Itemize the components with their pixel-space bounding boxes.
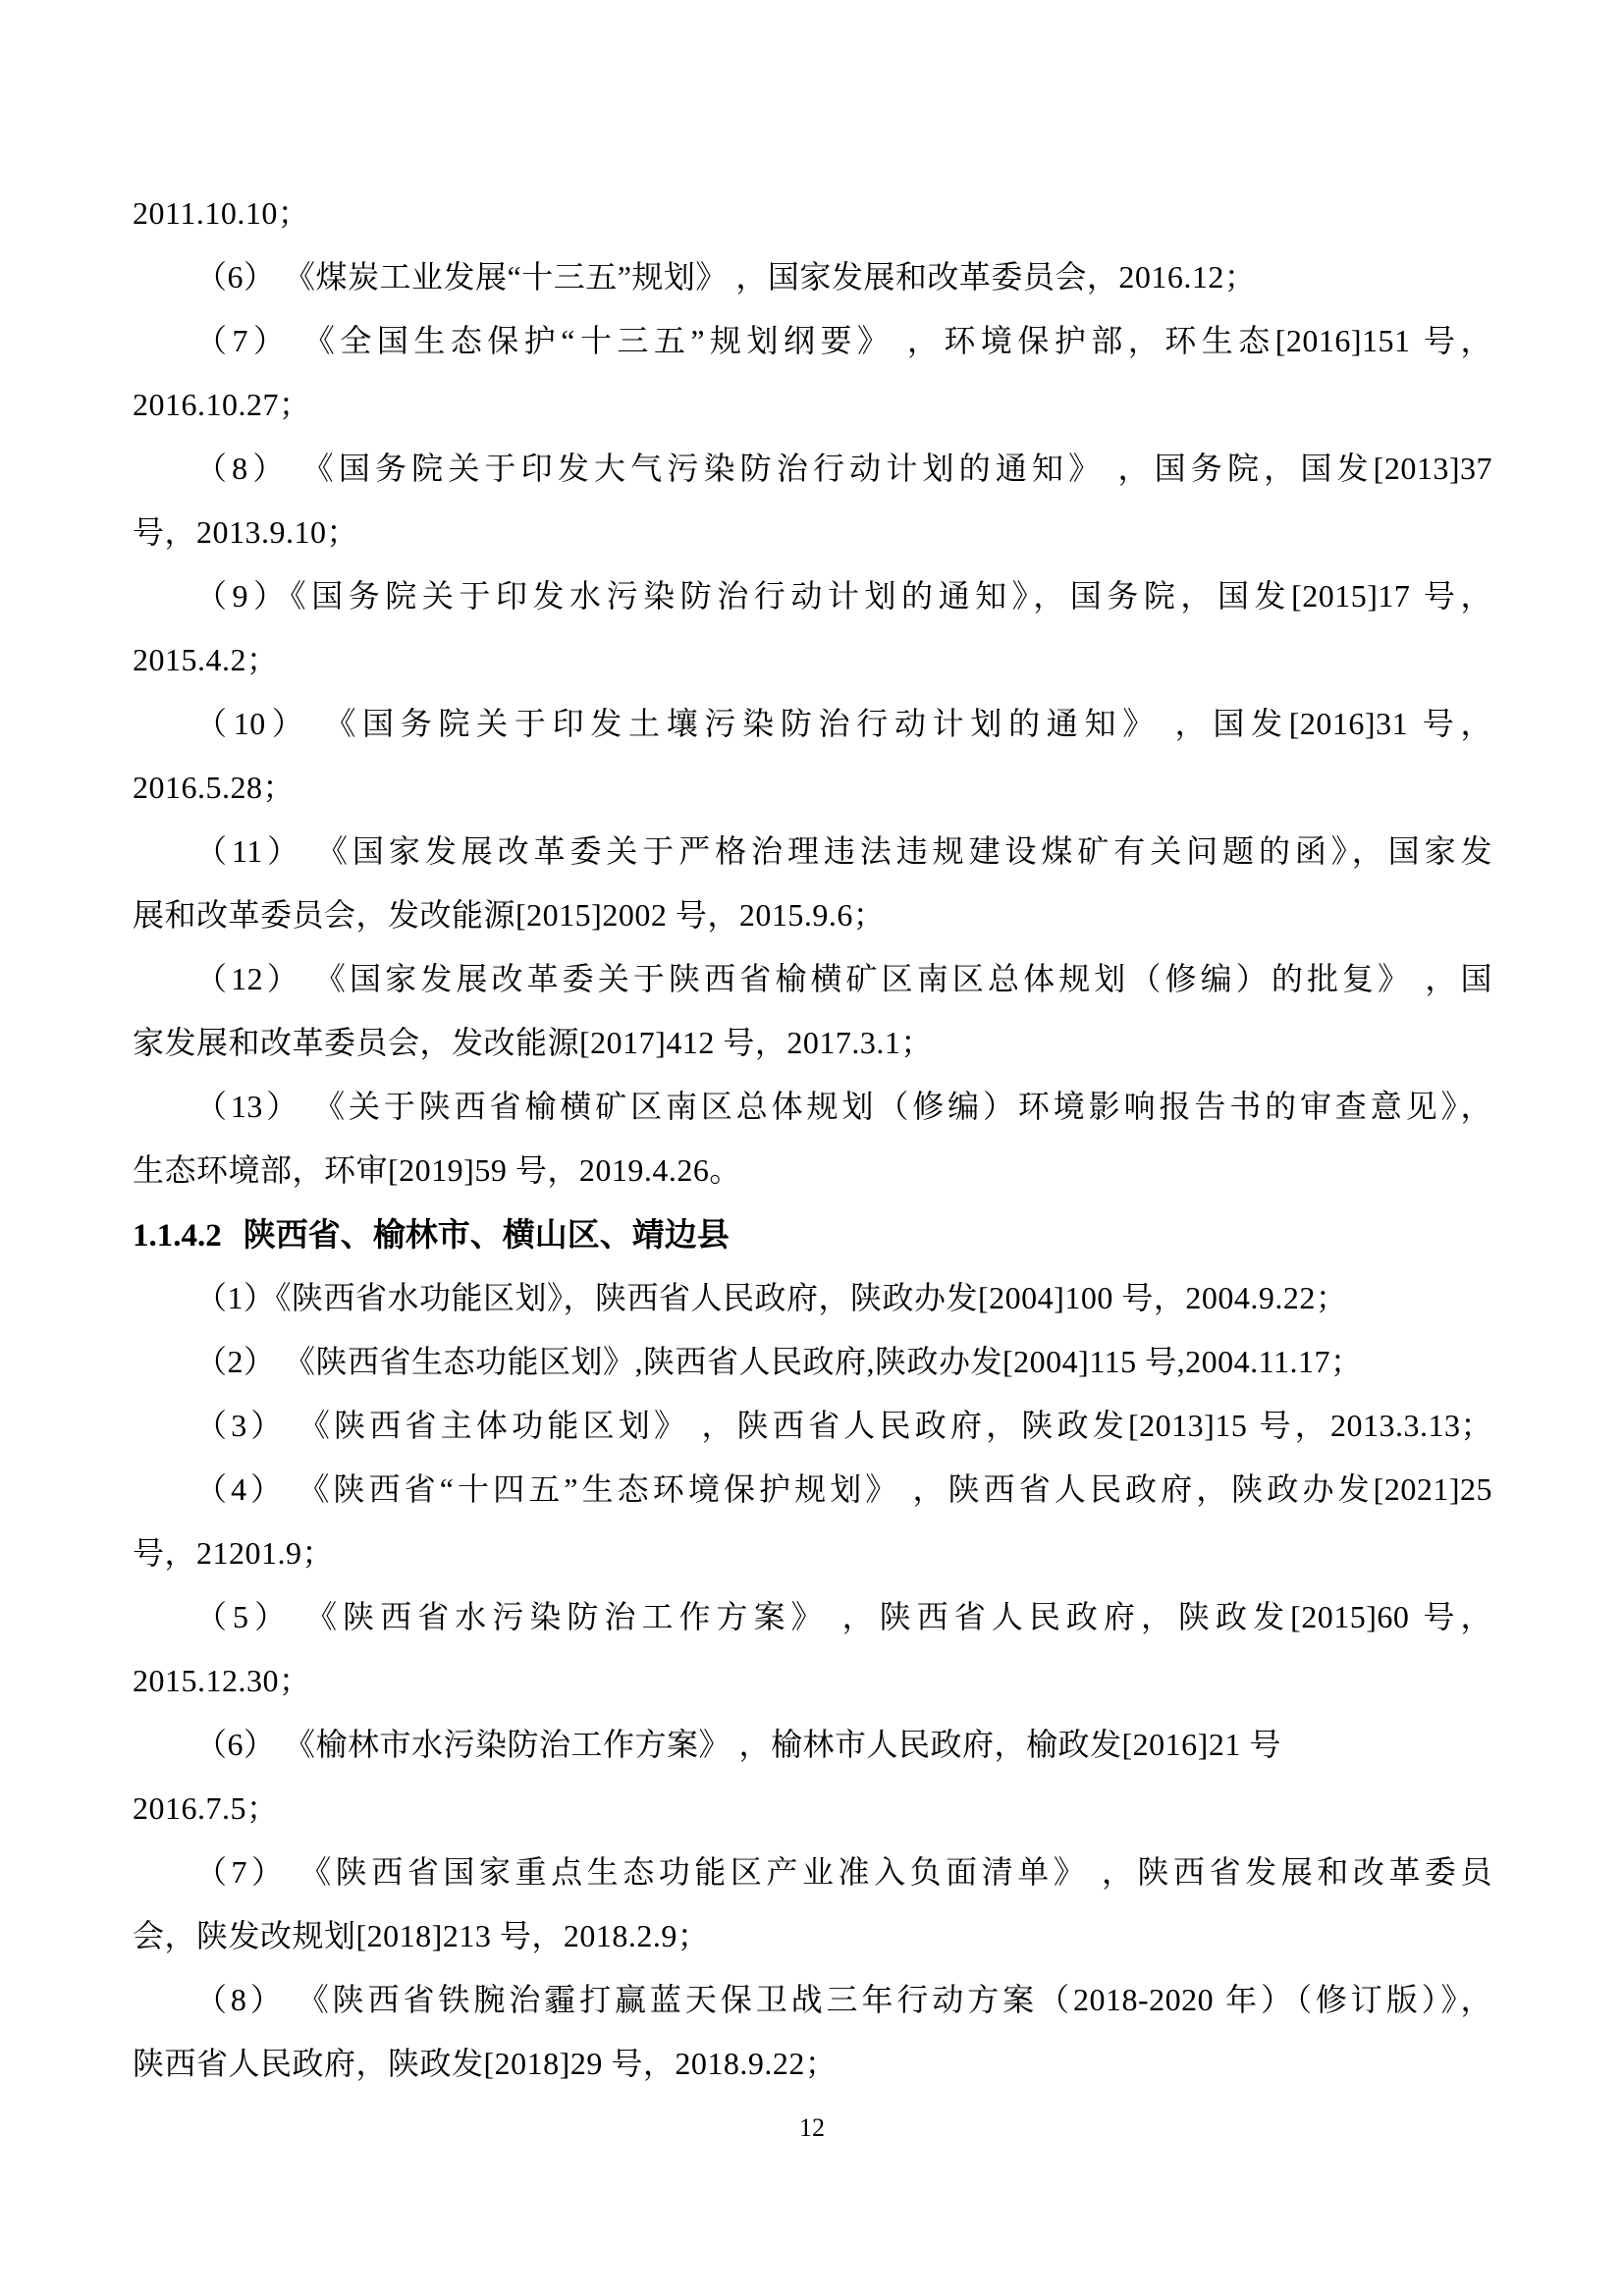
text-line: （6） 《煤炭工业发展“十三五”规划》 ，国家发展和改革委员会，2016.12； <box>195 259 1257 294</box>
text-line: 2015.4.2； <box>133 642 279 677</box>
text-line: （1）《陕西省水功能区划》，陕西省人民政府，陕政办发[2004]100 号，2004.9.22； <box>195 1280 1348 1315</box>
section-heading-title: 陕西省、榆林市、横山区、靖边县 <box>243 1216 730 1253</box>
text-line: （8） 《陕西省铁腕治霾打赢蓝天保卫战三年行动方案（2018-2020 年）（修订版）》， <box>195 1982 1492 2017</box>
text-line: 2015.12.30； <box>133 1663 311 1698</box>
page-content <box>133 182 1492 2096</box>
text-line: （12） 《国家发展改革委关于陕西省榆横矿区南区总体规划（修编）的批复》 ，国 <box>195 961 1492 996</box>
text-line: （9）《国务院关于印发水污染防治行动计划的通知》，国务院，国发[2015]17 号， <box>195 578 1492 614</box>
text-line: 2011.10.10； <box>133 195 310 231</box>
text-line: 号，21201.9； <box>133 1535 335 1571</box>
text-line: （7） 《陕西省国家重点生态功能区产业准入负面清单》 ，陕西省发展和改革委员 <box>195 1854 1492 1890</box>
text-line: 展和改革委员会，发改能源[2015]2002 号，2015.9.6； <box>133 897 886 933</box>
text-line: （3） 《陕西省主体功能区划》 ，陕西省人民政府，陕政发[2013]15 号，2013.3.13； <box>195 1408 1492 1443</box>
section-heading <box>133 1202 1492 1266</box>
text-line: 2016.7.5； <box>133 1790 279 1826</box>
section-national-refs <box>133 182 1492 1202</box>
text-line: 2016.5.28； <box>133 770 296 805</box>
text-line: （4） 《陕西省“十四五”生态环境保护规划》 ，陕西省人民政府，陕政办发[2021]25 <box>195 1471 1492 1507</box>
section-shaanxi-refs <box>133 1266 1492 2096</box>
text-line: 2016.10.27； <box>133 387 311 422</box>
text-line: 生态环境部，环审[2019]59 号，2019.4.26。 <box>133 1152 741 1188</box>
text-line: （5） 《陕西省水污染防治工作方案》 ，陕西省人民政府，陕政发[2015]60 号， <box>195 1599 1492 1634</box>
text-line: （8） 《国务院关于印发大气污染防治行动计划的通知》 ，国务院，国发[2013]37 <box>195 451 1492 486</box>
text-line: （13） 《关于陕西省榆横矿区南区总体规划（修编）环境影响报告书的审查意见》， <box>195 1089 1492 1124</box>
text-line: 号，2013.9.10； <box>133 514 359 550</box>
page-number: 12 <box>799 2113 825 2142</box>
text-line: （7） 《全国生态保护“十三五”规划纲要》 ，环境保护部，环生态[2016]151 号， <box>195 323 1492 358</box>
text-line: 会，陕发改规划[2018]213 号，2018.2.9； <box>133 1918 710 1953</box>
text-line: （10） 《国务院关于印发土壤污染防治行动计划的通知》 ，国发[2016]31 号， <box>195 706 1492 741</box>
text-line: 陕西省人民政府，陕政发[2018]29 号，2018.9.22； <box>133 2046 838 2081</box>
section-heading-number: 1.1.4.2 <box>133 1218 222 1254</box>
text-line: （11） 《国家发展改革委关于严格治理违法违规建设煤矿有关问题的函》，国家发 <box>195 833 1492 869</box>
text-line: （6） 《榆林市水污染防治工作方案》 ，榆林市人民政府，榆政发[2016]21 号 <box>195 1727 1281 1762</box>
text-line: （2） 《陕西省生态功能区划》,陕西省人民政府,陕政办发[2004]115 号,2004.11.17； <box>195 1344 1363 1379</box>
text-line: 家发展和改革委员会，发改能源[2017]412 号，2017.3.1； <box>133 1025 933 1060</box>
